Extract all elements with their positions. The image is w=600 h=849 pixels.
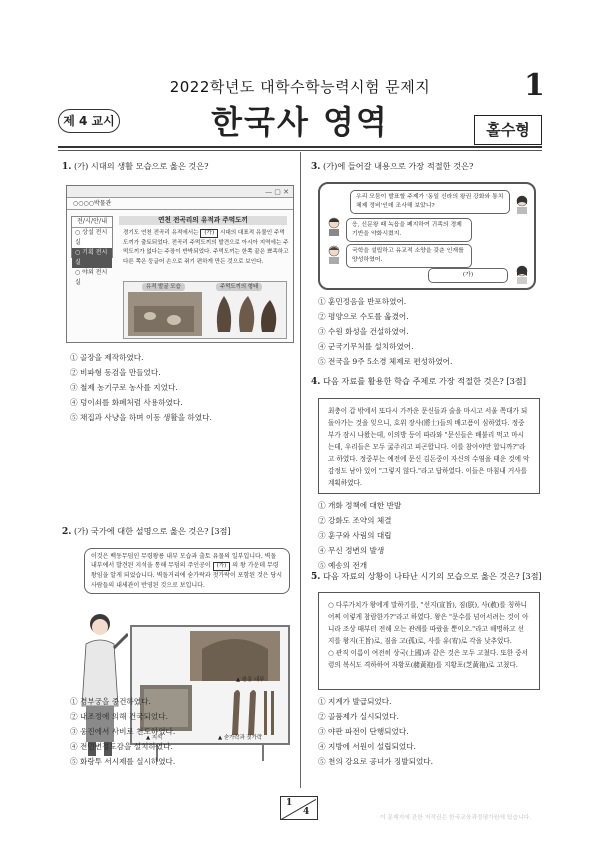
article-photos bbox=[123, 281, 287, 339]
q3-option-3[interactable]: ③ 수원 화성을 건설하였어. bbox=[318, 327, 409, 336]
blank-ga: (가) bbox=[200, 229, 218, 238]
page-current: 1 bbox=[286, 798, 293, 808]
excavation-handaxe-illustration bbox=[124, 282, 288, 340]
menu-item-outdoor: ○ 야외 전시실 bbox=[75, 269, 108, 286]
q2-stem bbox=[62, 525, 294, 540]
q1-stem bbox=[62, 160, 294, 175]
q2-stem-text: (가) 국가에 대한 설명으로 옳은 것은? [3점] bbox=[74, 526, 231, 536]
chat-message-blank: (가) bbox=[428, 268, 508, 283]
q1-option-1[interactable]: ① 골장을 제작하였다. bbox=[70, 353, 144, 362]
q2-number: 2. bbox=[62, 527, 72, 537]
q1-museum-webpage bbox=[66, 185, 294, 343]
avatar-student-icon bbox=[326, 244, 342, 264]
q2-option-1[interactable]: ① 경부궁을 중건하였다. bbox=[70, 697, 151, 706]
q4-option-3[interactable]: ③ 훈구와 사림의 대립 bbox=[318, 531, 392, 540]
q2-speech-bubble bbox=[84, 548, 290, 594]
copyright-note: 이 문제지에 관한 저작권은 한국교육과정평가원에 있습니다. bbox=[380, 815, 532, 821]
q2-option-4[interactable]: ④ 전민변정도감을 설치하였다. bbox=[70, 742, 173, 751]
q4-option-2[interactable]: ② 강화도 조약의 체결 bbox=[318, 516, 392, 525]
article-line1-pre: 경기도 연천 전곡리 유적에서는 bbox=[123, 230, 199, 236]
q1-options bbox=[70, 350, 296, 425]
exhibit-menu-title: 전/시/안/내 bbox=[72, 217, 112, 228]
easel-leg-right bbox=[262, 745, 264, 761]
photo-label-spoon-chopsticks: ▲ 숟가락과 젓가락 bbox=[218, 735, 263, 741]
page-indicator bbox=[280, 796, 318, 820]
page-total: 4 bbox=[303, 807, 310, 817]
photo-label-tomb-interior: ▲ 왕릉 내부 bbox=[236, 677, 265, 683]
q4-options bbox=[318, 498, 542, 573]
q5-source-2: ○ 관직 이름이 여전히 상국(上國)과 같은 것은 모두 고쳤다. 또한 중서령의 복식도 격하하여 자황포(赭黃袍)를 지황포(芝黃袍)로 고쳤다. bbox=[328, 649, 529, 669]
subject-title: 한국사 영역 bbox=[211, 103, 389, 141]
q5-option-2[interactable]: ② 골품제가 실시되었다. bbox=[318, 712, 399, 721]
photo-label-stone-tablet: ▲ 지석 bbox=[146, 735, 163, 741]
exam-title: 2022학년도 대학수학능력시험 문제지 bbox=[169, 78, 431, 96]
q2-bubble-pre: 이것은 백동무덤인 무령왕릉 내부 모습과 출토 유물의 일부입니다. 벽돌 내부에서 발견된 지석을 통해 무덤의 주인공이 bbox=[91, 553, 277, 570]
q1-option-5[interactable]: ⑤ 채집과 사냥을 하며 이동 생활을 하였다. bbox=[70, 413, 212, 422]
q4-number: 4. bbox=[311, 377, 321, 387]
q3-option-2[interactable]: ② 평양으로 수도를 옮겼어. bbox=[318, 312, 409, 321]
avatar-girl-icon bbox=[514, 194, 530, 214]
q1-option-3[interactable]: ③ 철제 농기구로 농사를 지었다. bbox=[70, 383, 178, 392]
q5-stem-text: 다음 자료의 상황이 나타난 시기의 모습으로 옳은 것은? [3점] bbox=[323, 571, 542, 581]
q5-option-3[interactable]: ③ 야판 파전이 단행되었다. bbox=[318, 727, 409, 736]
chat-message-3: 국학을 설립하고 유교적 소양을 갖춘 인재를 양성하였어. bbox=[346, 244, 472, 268]
q3-option-4[interactable]: ④ 군국기무처를 설치하였어. bbox=[318, 342, 414, 351]
browser-url-bar: ○○○○박물관 bbox=[67, 198, 293, 210]
window-controls-icon: — ▢ ✕ bbox=[265, 188, 289, 196]
q5-option-5[interactable]: ⑤ 천의 강요로 공녀가 징발되었다. bbox=[318, 757, 434, 766]
session-label: 제 4 교시 bbox=[58, 109, 120, 133]
exam-type-label: 홀수형 bbox=[474, 115, 542, 145]
photo-caption-handaxe: 주먹도끼의 형태 bbox=[216, 283, 262, 291]
header-rule bbox=[58, 146, 542, 148]
q4-source-box: 최충이 갑 밖에서 또다시 가까운 문신들과 술을 마시고 서울 쪽대가 되돌아가는 것을 잊으니, 호위 장사(將士)들의 배고픔이 심하였다. 정중부가 잠시 나왔는데, 이의방 등이 따라와 "문신들은 배불리 먹고 마시는데, 우리들은 모두 굶주리고 피곤합니다. 이를 참아야만 합니까?"라고 하였다. 정중부는 예전에 문신 김돈중이 자신의 수염을 태운 것에 악감정도 남아 있어 "그렇지 않다."라고 답하였다. 이들은 마침내 거사를 계획하였다. bbox=[318, 398, 540, 494]
article-text bbox=[123, 229, 289, 267]
q3-chat-phone bbox=[318, 182, 536, 290]
q5-source-box bbox=[318, 592, 540, 690]
q4-option-5[interactable]: ⑤ 예송의 전개 bbox=[318, 561, 368, 570]
article-line1-post: 시대의 대표적 bbox=[219, 230, 255, 236]
q5-source-1: ○ 다루가치가 왕에게 말하기를, "선지(宣旨), 짐(朕), 사(赦)를 칭하니 어찌 이렇게 참람한가?"라고 하였다. 왕은 "문수를 넘어서려는 것이 아니라 조상 때부터 전해 오는 관례를 따랐을 뿐이오."라고 해명하고 선지를 왕지(王旨)로, 짐을 고(孤)로, 사를 유(宥)로 각을 낮추었다. bbox=[328, 601, 529, 645]
q3-stem-text: (가)에 들어갈 내용으로 가장 적절한 것은? bbox=[323, 161, 474, 171]
q3-option-5[interactable]: ⑤ 전국을 9주 5소경 체제로 편성하였어. bbox=[318, 357, 453, 366]
q4-stem bbox=[311, 375, 543, 390]
q1-stem-text: (가) 시대의 생활 모습으로 옳은 것은? bbox=[74, 161, 209, 171]
q4-stem-text: 다음 자료를 활용한 학습 주제로 가장 적절한 것은? [3점] bbox=[323, 376, 526, 386]
chat-message-2: 응, 신문왕 때 녹읍을 폐지하여 귀족의 경제 기반을 약화시켰지. bbox=[346, 218, 472, 242]
avatar-boy-icon bbox=[326, 216, 342, 236]
page-number: 1 bbox=[524, 68, 545, 103]
q2-bubble-post: 의 왕 가운데 무령왕임을 알게 되었습니다. 벽돌거리에 숟가락과 젓가락이 포함된 것은 당시 사람들의 내세관이 반영된 것으로 보입니다. bbox=[91, 562, 283, 589]
chat-message-1: 우리 모둠이 발표할 주제가 '동일 신라의 왕권 강화와 통치 체제 정비'인데 조사해 보았니? bbox=[350, 190, 510, 214]
q5-stem bbox=[311, 570, 543, 585]
q5-option-4[interactable]: ④ 지방에 서원이 설립되었다. bbox=[318, 742, 416, 751]
article-title: 연천 전곡리의 유적과 주먹도끼 bbox=[119, 216, 287, 225]
q2-option-5[interactable]: ⑤ 화랑투 서시제를 실시하였다. bbox=[70, 757, 176, 766]
q2-option-3[interactable]: ③ 웅진에서 사비로 천도하였다. bbox=[70, 727, 176, 736]
q2-option-2[interactable]: ② 내조정에 의해 건국되었다. bbox=[70, 712, 168, 721]
q5-number: 5. bbox=[311, 572, 321, 582]
q4-option-4[interactable]: ④ 무신 정변의 발생 bbox=[318, 546, 385, 555]
q2-blank-ga: (가) bbox=[213, 562, 231, 571]
q3-stem bbox=[311, 160, 543, 175]
q3-option-1[interactable]: ① 훈민정음을 반포하였어. bbox=[318, 297, 407, 306]
avatar-girl-2-icon bbox=[514, 264, 530, 284]
q2-options bbox=[70, 694, 180, 769]
q5-option-1[interactable]: ① 지계가 발급되었다. bbox=[318, 697, 392, 706]
q1-number: 1. bbox=[62, 162, 72, 172]
article-body: 유물인 주먹도끼가 출토되었다. 전곡리 주먹도끼의 발견으로 아시아 지역에는 주먹도끼가 없다는 주장이 반박되었다. 주먹도끼는 한쪽 끝은 뾰족하고 다른 쪽은 둥글어 손으로 쥐기 편하게 만든 것으로 보인다. bbox=[123, 230, 289, 265]
q1-option-2[interactable]: ② 비파형 동검을 만들었다. bbox=[70, 368, 161, 377]
exhibit-menu bbox=[71, 216, 113, 286]
menu-item-permanent: ○ 상설 전시실 bbox=[75, 229, 108, 246]
menu-item-special: ○ 기획 전시실 bbox=[72, 248, 112, 268]
q5-options bbox=[318, 694, 542, 769]
browser-titlebar bbox=[67, 186, 293, 198]
q4-option-1[interactable]: ① 개화 정책에 대한 반발 bbox=[318, 501, 402, 510]
q3-number: 3. bbox=[311, 162, 321, 172]
q3-options bbox=[318, 294, 542, 369]
q1-option-4[interactable]: ④ 덩이쇠를 화폐처럼 사용하였다. bbox=[70, 398, 183, 407]
photo-caption-excavation: 유적 발굴 모습 bbox=[142, 283, 185, 291]
header-rule-thin bbox=[58, 150, 542, 151]
column-divider bbox=[300, 152, 301, 788]
